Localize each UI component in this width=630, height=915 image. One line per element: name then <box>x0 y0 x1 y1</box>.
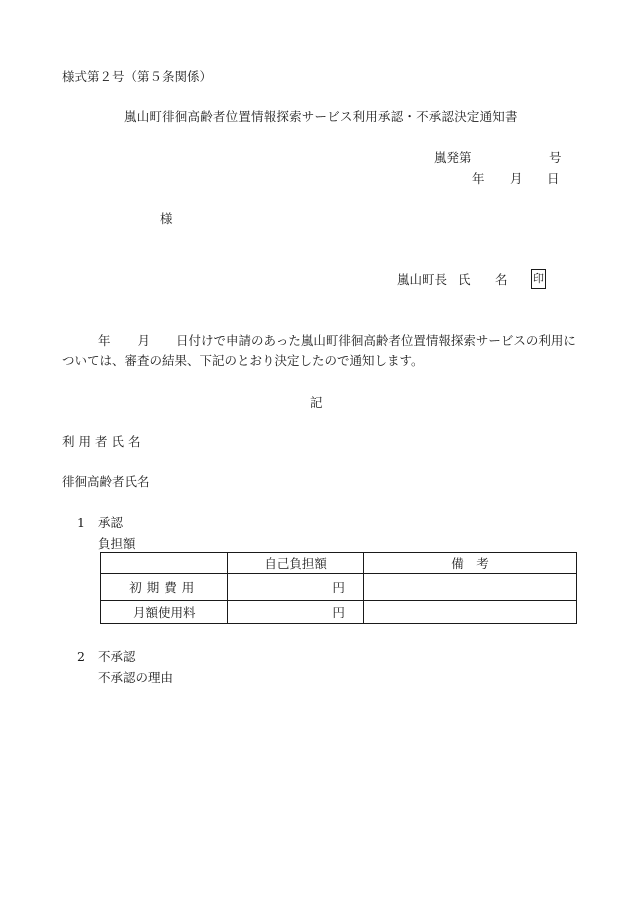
doc-number-prefix: 嵐発第 <box>434 150 472 165</box>
amount-cell: 円 <box>228 574 363 601</box>
table-row <box>101 574 577 601</box>
row-label: 初期費用 <box>101 574 228 601</box>
table-row <box>101 601 577 624</box>
issuer-name-label-2: 名 <box>495 272 508 287</box>
item2-number: 2 <box>77 649 85 664</box>
table-header-row <box>101 553 577 574</box>
item1-label: 承認 <box>98 515 124 530</box>
document-title: 嵐山町徘徊高齢者位置情報探索サービス利用承認・不承認決定通知書 <box>124 109 518 124</box>
body-line-1 <box>98 333 576 349</box>
row-label: 月額使用料 <box>101 601 228 624</box>
amount-cell: 円 <box>228 601 363 624</box>
burden-label: 負担額 <box>98 536 136 551</box>
table-header-cell: 備 考 <box>363 553 576 574</box>
user-name-label: 利用者氏名 <box>62 434 145 449</box>
fee-table <box>100 552 577 624</box>
addressee-honorific: 様 <box>160 211 173 226</box>
date-year-label: 年 <box>472 171 485 186</box>
date-month-label: 月 <box>510 171 523 186</box>
table-header-cell: 自己負担額 <box>228 553 363 574</box>
note-cell <box>363 601 576 624</box>
form-number: 様式第２号（第５条関係） <box>62 69 213 84</box>
seal-box: 印 <box>531 269 546 289</box>
body-year: 年 <box>98 333 111 348</box>
body-line-2: ついては、審査の結果、下記のとおり決定したので通知します。 <box>62 353 424 368</box>
item2-label: 不承認 <box>98 649 136 664</box>
date-day-label: 日 <box>547 171 560 186</box>
wanderer-name-label: 徘徊高齢者氏名 <box>62 474 150 489</box>
ki-heading: 記 <box>310 395 323 410</box>
issuer-name-label-1: 氏 <box>458 272 471 287</box>
body-line-1-rest: 日付けで申請のあった嵐山町徘徊高齢者位置情報探索サービスの利用に <box>176 333 576 348</box>
issuer-title: 嵐山町長 <box>397 272 448 287</box>
doc-number-suffix: 号 <box>549 150 562 165</box>
body-month: 月 <box>137 333 151 348</box>
rejection-reason-label: 不承認の理由 <box>98 670 174 685</box>
table-header-cell <box>101 553 228 574</box>
note-cell <box>363 574 576 601</box>
item1-number: 1 <box>77 515 85 530</box>
